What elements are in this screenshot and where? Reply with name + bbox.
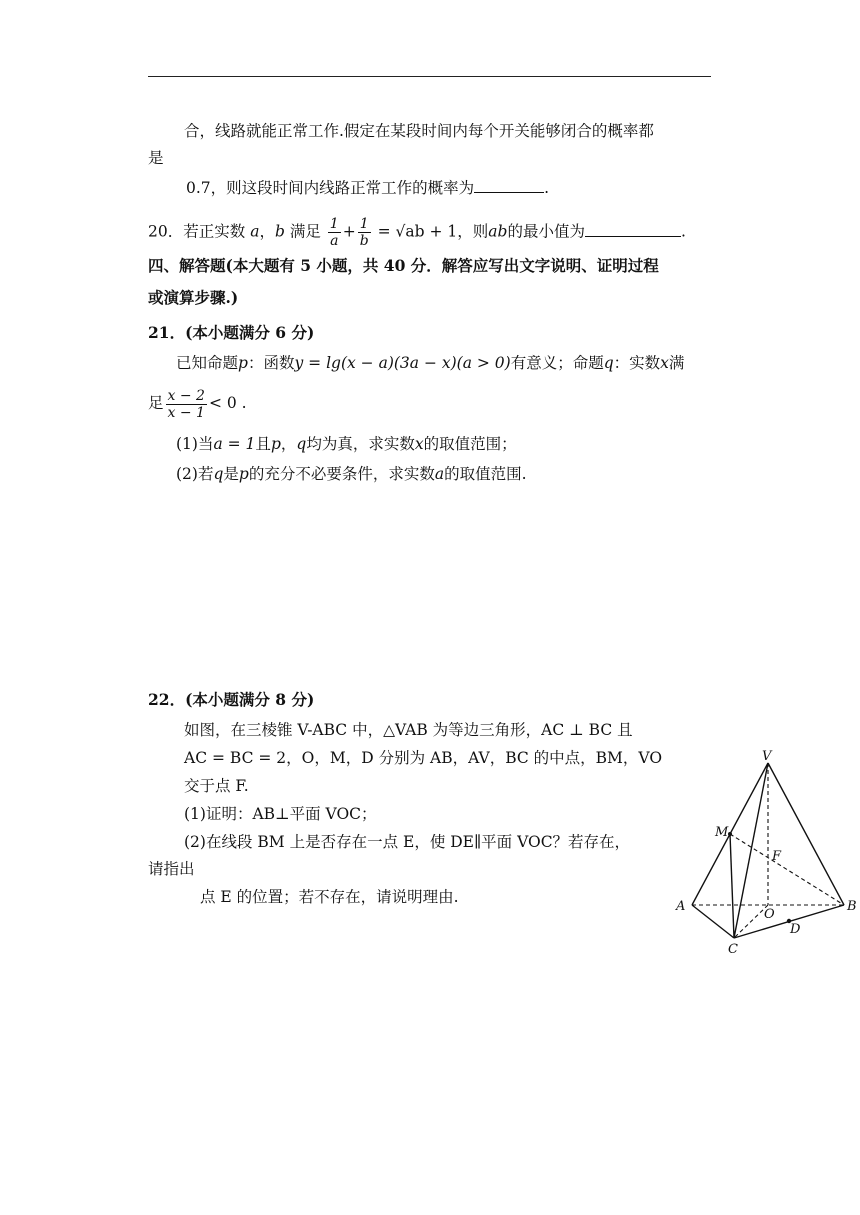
edge-VC	[734, 763, 768, 938]
label-D: D	[790, 922, 801, 937]
q22-line4: (1)证明：AB⊥平面 VOC；	[184, 805, 377, 823]
q22-header: 22．(本小题满分 8 分)	[148, 690, 315, 709]
q22-line3: 交于点 F.	[184, 777, 249, 795]
label-C: C	[728, 942, 738, 957]
q21-frac: $\frac{x - 2}{x - 1}$	[167, 387, 205, 421]
label-O: O	[764, 907, 775, 922]
section-heading-line2: 或演算步骤.)	[148, 288, 239, 307]
label-M: M	[715, 825, 729, 840]
segment-MC	[730, 834, 734, 938]
point-M	[728, 832, 732, 836]
pyramid-figure	[668, 748, 860, 960]
q20: 20．若正实数 a，b 满足 $\frac{1}{a}$ + $\frac{1}{b}$ = √ab + 1，则ab的最小值为 .	[148, 216, 686, 249]
label-A: A	[676, 899, 686, 914]
q22-line6: 请指出	[148, 860, 195, 878]
q21-header: 21．(本小题满分 6 分)	[148, 323, 315, 342]
answer-blank-20	[585, 222, 681, 237]
edge-AC	[692, 905, 734, 938]
q20-number: 20．	[148, 222, 184, 241]
q21-sub1: (1)当a = 1且p，q均为真，求实数x的取值范围；	[176, 435, 517, 453]
q21-line2: 足 $\frac{x - 2}{x - 1}$ < 0 .	[148, 387, 247, 421]
label-V: V	[762, 749, 772, 764]
q19-line3: 0.7，则这段时间内线路正常工作的概率为 .	[186, 179, 550, 197]
q22-line2: AC = BC = 2，O，M，D 分别为 AB，AV，BC 的中点，BM，VO	[184, 749, 663, 767]
edge-VB	[768, 763, 844, 905]
header-rule	[148, 76, 711, 77]
q19-line1: 合，线路就能正常工作.假定在某段时间内每个开关能够闭合的概率都	[184, 122, 654, 140]
section-heading-line1: 四、解答题(本大题有 5 小题，共 40 分．解答应写出文字说明、证明过程	[148, 256, 659, 275]
q20-frac2: $\frac{1}{b}$	[359, 216, 369, 249]
q22-line7: 点 E 的位置；若不存在，请说明理由.	[200, 888, 459, 906]
q22-line5: (2)在线段 BM 上是否存在一点 E，使 DE∥平面 VOC？若存在，	[184, 833, 631, 851]
answer-blank-19	[474, 178, 544, 193]
q22-line1: 如图，在三棱锥 V-ABC 中，△VAB 为等边三角形，AC ⊥ BC 且	[184, 721, 633, 739]
label-B: B	[847, 899, 857, 914]
q20-frac1: $\frac{1}{a}$	[329, 216, 339, 249]
label-F: F	[772, 849, 782, 864]
q21-sub2: (2)若q是p的充分不必要条件，求实数a的取值范围.	[176, 465, 527, 483]
q19-line2: 是	[148, 149, 164, 167]
q21-line1: 已知命题p：函数y = lg(x − a)(3a − x)(a > 0)有意义；命题q：实数x满	[176, 354, 685, 372]
